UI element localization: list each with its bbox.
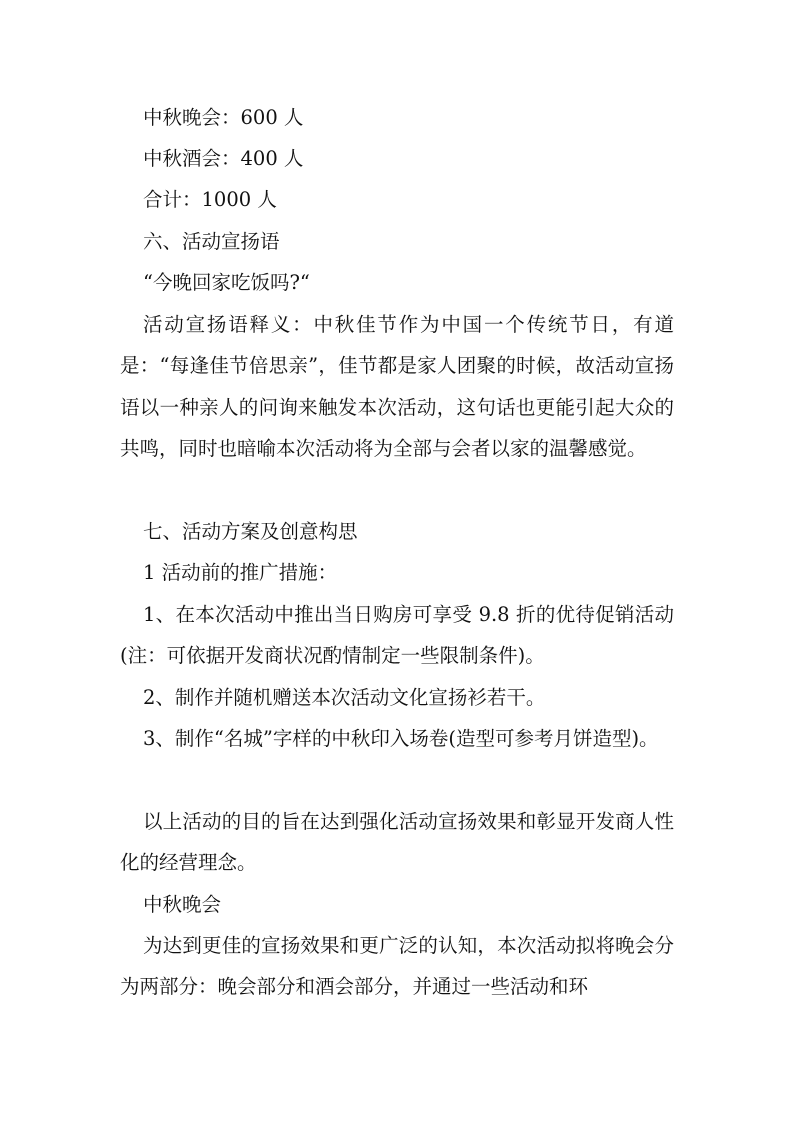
promotion-item-1: 1、在本次活动中推出当日购房可享受 9.8 折的优待促销活动(注：可依据开发商状况酌情制定一些限制条件)。	[120, 603, 674, 668]
section-heading-slogan: 六、活动宣扬语	[143, 230, 280, 253]
promotion-item-2: 2、制作并随机赠送本次活动文化宣扬衫若干。	[143, 686, 546, 709]
gala-description: 为达到更佳的宣扬效果和更广泛的认知，本次活动拟将晚会分为两部分：晚会部分和酒会部分，并通过一些活动和环	[120, 934, 674, 999]
subheading-promotion: 1 活动前的推广措施：	[143, 561, 338, 584]
attendance-reception: 中秋酒会：400 人	[143, 147, 304, 170]
promotion-purpose: 以上活动的目的旨在达到强化活动宣扬效果和彰显开发商人性化的经营理念。	[120, 810, 674, 875]
promotion-item-3: 3、制作“名城”字样的中秋印入场卷(造型可参考月饼造型)。	[143, 727, 659, 750]
section-heading-plan: 七、活动方案及创意构思	[143, 520, 358, 543]
attendance-gala: 中秋晚会：600 人	[143, 106, 304, 129]
subheading-gala: 中秋晚会	[143, 893, 222, 916]
attendance-total: 合计：1000 人	[143, 188, 277, 211]
slogan-explanation: 活动宣扬语释义：中秋佳节作为中国一个传统节日，有道是：“每逢佳节倍思亲”，佳节都是家人团聚的时候，故活动宣扬语以一种亲人的问询来触发本次活动，这句话也更能引起大众的共鸣，同时也暗喻本次活动将为全部与会者以家的温馨感觉。	[120, 313, 674, 460]
slogan-text: “今晚回家吃饭吗?“	[143, 271, 310, 294]
